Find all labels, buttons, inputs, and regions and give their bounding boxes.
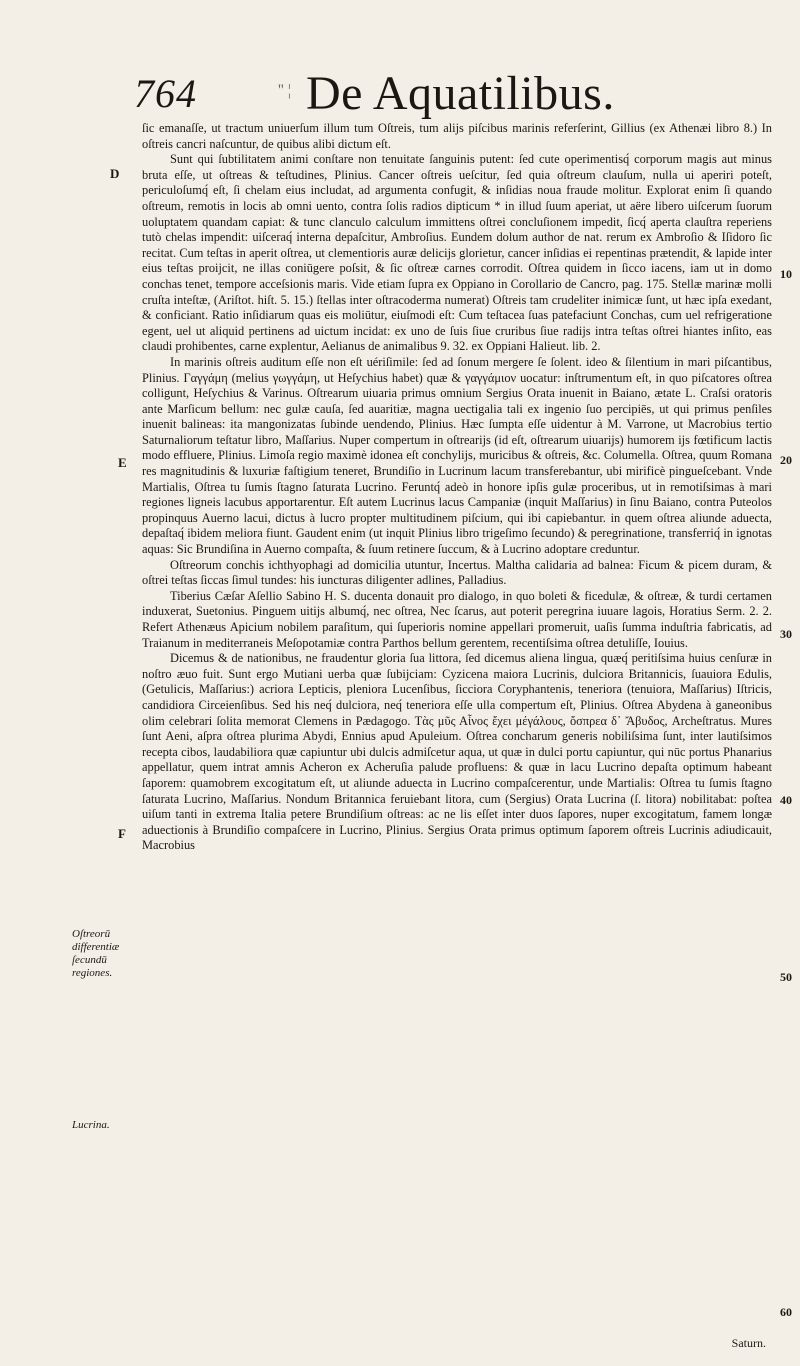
page-header [128, 68, 760, 120]
margin-note-lucrina: Lucrina. [72, 1119, 110, 1131]
line-number-20: 20 [780, 453, 792, 467]
line-number-50: 50 [780, 970, 792, 984]
line-number-10: 10 [780, 267, 792, 281]
catchword: Saturn. [731, 1336, 766, 1350]
margin-letter-d: D [110, 166, 120, 181]
header-ornament: '' ¦ [278, 82, 291, 99]
paragraph: Tiberius Cæſar Aſellio Sabino H. S. ducenta donauit pro dialogo, in quo boleti & ficedulæ, & oſtreæ, & turdi certamen induxerat, Suetonius. Pinguem uitijs albumq́, nec oſtrea, Nec ſcarus, aut poterit peregrina iuuare lagois, Horatius Serm. 2. 2. Refert Athenæus Apicium nobilem paraſitum, qui ſuperioris nomine appellari promeruit, uaſis ſumma induſtria fabricatis, ad Traianum in mediterraneis Meſopotamiæ contra Parthos bellum gerentem, recentiſsima oſtrea detuliſſe, Iouius. [142, 588, 772, 650]
line-number-40: 40 [780, 793, 792, 807]
paragraph: Oſtreorum conchis ichthyophagi ad domicilia utuntur, Incertus. Maltha calidaria ad balnea: Ficum & picem duram, & oſtrei teſtas ſiccas ſimul tundes: his iuncturas diligenter adlines, Palladius. [142, 557, 772, 588]
paragraph: In marinis oſtreis auditum eſſe non eſt uériſimile: ſed ad ſonum mergere ſe ſolent. ideo & ſilentium in mari piſcantibus, Plinius. Γαγγάμη (melius γωγγάμη, ut Heſychius habet) quæ & γαγγάμιον uocatur: inſtrumentum eſt, in quo piſcatores oſtrea colligunt, Heſychius & Varinus. Oſtrearum uiuaria primus omnium Sergius Orata inuenit in Baiano, ætate L. Craſsi oratoris ante Marſicum bellum: nec gulæ cauſa, ſed auaritiæ, magna uectigalia tali ex ingenio ſuo percipiēs, ut qui primus penſiles inuenit balineas: ita mangonizatas ſubinde uendendo, Plinius. Hæc ſumpta eſſe uidentur à M. Varrone, ut Macrobius tertio Saturnaliorum teſtatur libro, Maſſarius. Nuper compertum in oſtrearijs (id eſt, oſtrearum uiuarijs) humorem ijs fœtificum lactis modo effluere, Plinius. Limoſa regio maximè idonea eſt conchylijs, muricibus & oſtreis, &c. Columella. Oſtrea, quum Romana res magnitudinis & luxuriæ faſtigium teneret, Brundiſio in Lucrinum lacum transferebantur, ubi mirificè pingueſcebant. Vnde Martialis, Oſtrea tu ſumis ſtagno ſaturata Lucrino. Feruntq́ adeò in honore ipſis gulæ proceribus, ut in remotiſsimas à mari regiones ligneis lacubus apportarentur. Eſt autem Lucrinus lacus Campaniæ (inquit Maſſarius) in ſinu Baiano, contra Puteolos propinquus Auerno lacui, dictus à lucro propter multitudinem piſcium, qui ibi capiebantur. in quem oſtrea aliunde aduecta, depaſtaq́ ibidem meliora fiunt. Gaudent enim (ut inquit Plinius libro trigeſimo ſecundo) & peregrinatione, transferriq́ in ignotas aquas: Sic Brundiſina in Auerno compaſta, & ſuum retinere ſuccum, & à Lucrino adoptare creduntur. [142, 354, 772, 557]
main-text-column [142, 121, 772, 854]
paragraph: Dicemus & de nationibus, ne fraudentur gloria ſua littora, ſed dicemus aliena lingua, quæq́ peritiſsima huius cenſuræ in noſtro æuo fuit. Sunt ergo Mutiani uerba quæ ſubijciam: Cyzicena maiora Lucrinis, dulciora Britannicis, ſuauiora Edulis, (Getulicis, Maſſarius:) acriora Lepticis, pleniora Lucenſibus, ſicciora Coryphantenis, teneriora (tenuiora, Maſſarius) Iſtricis, candidiora Circeienſibus. Sed his neq́ dulciora, neq́ teneriora eſſe ulla compertum eſt, Plinius. Oſtrea Abydena à ganeonibus olim celebrari ſolita memorat Clemens in Pædagogo. Τὰς μῦς Αἶνος ἔχει μέγάλους, ὄσπρεα δ᾽ Ἄβυδος, Archeſtratus. Mures ſunt Aeni, aſpra oſtrea plurima Abydi, Ennius apud Apuleium. Oſtrea concharum generis nobiliſsima ſunt, inter lautiſsimos recepta cibos, laudabiliora quæ capiuntur ubi dulcis admiſcetur aqua, ut quæ in dulci portu capiuntur, qui nūc portus Phanarius appellatur, quem intrat amnis Acheron ex Acheruſia palude profluens: & quæ in lacu Lucrino depaſta optimum habeant ſaporem: quamobrem excogitatum eſt, ut aliunde aduecta in Lucrino compaſcerentur, unde Martialis: Oſtrea tu ſumis ſtagno ſaturata Lucrino, Maſſarius. Nondum Britannica feruiebant litora, cum (Sergius) Orata Lucrina (ſ. litora) nobilitabat: poſtea uiſum tanti in extrema Italia petere Brundiſium oſtreas: ac ne lis eſſet inter duos ſapores, nuper excogitatum, famem longæ aduectionis à Brundiſio compaſcere in Lucrino, Plinius. Sergius Orata primus optimum ſaporem oſtreis Lucrinis adiudicauit, Macrobius [142, 651, 772, 853]
line-number-60: 60 [780, 1305, 792, 1319]
margin-note-oyster-regions: Oſtreorū differentiæ ſecundū regiones. [72, 928, 120, 979]
margin-letter-e: E [118, 455, 127, 470]
line-number-30: 30 [780, 627, 792, 641]
running-title: De Aquatilibus. [306, 67, 615, 120]
page-number: 764 [134, 71, 197, 116]
margin-letter-f: F [118, 826, 126, 841]
paragraph: ſic emanaſſe, ut tractum uniuerſum illum tum Oſtreis, tum alijs piſcibus marinis referſerint, Gillius (ex Athenæi libro 8.) In oſtreis cancri naſcuntur, de quibus alibi dictum eſt. [142, 121, 772, 151]
paragraph: Sunt qui ſubtilitatem animi conſtare non tenuitate ſanguinis putent: ſed cute operimentisq́ corporum magis aut minus bruta eſſe, ut oſtreas & teſtudines, Plinius. Cancer oſtreis ueſcitur, ſed quia oſtreum clauſum, nulla ui aperiri poteſt, periculoſumq́ eſt, ſi chelam eius includat, ad argumenta confugit, & inſidias noua fraude molitur. Explorat enim ſi quando oſtreum, remotis in locis ab omni uento, contra ſolis radios dipticum * in illud ſuum aperiat, ut aëre libero uiſcerum ſuorum uoluptatem quandam capiat: & tunc clanculo calculum immittens oſtrei concluſionem impedit, ſicq́ aperta clauſtra reperiens tutò chelas impendit: uiſceraq́ interna depaſcitur, Ambroſius. Eundem dolum author de nat. rerum ex Ambroſio & Iſidoro ſic recitat. Cum teſtas in aperit oſtrea, ut clementioris auræ delicijs glorietur, cancer inſidias ei repentinas prætendit, & lapide inter eius teſtas proijcit, ne illas coniūgere poſsit, & ſic oſtreæ carnes corrodit. Oſtrea quidem in ſicco iacens, iam ut in domo conchas tenet, tempore acceſsionis maris. Vide etiam ſupra ex Oppiano in Corollario de Cancro, pag. 175. Stellæ marinæ molli cruſta inteſtæ, (Ariſtot. hiſt. 5. 15.) ſtellas inter oſtracoderma numerat) Oſtreis tam crudeliter inimicæ ſunt, ut hæc ipſa exedant, & conficiant. Ratio inſidiarum quas eis moliūtur, eiuſmodi eſt: Cum teſtacea ſuas patefaciunt Conchas, cum uel refrigeratione egent, uel ut aliquid pertinens ad uictum incidat: ex uno de ſuis ſiue cruribus ſiue radijs intra teſtas oſtrei hiantes inſito, eas claudi prohibentes, carne explentur, Aelianus de animalibus 9. 32. ex Oppiani Halieut. lib. 2. [142, 152, 772, 354]
